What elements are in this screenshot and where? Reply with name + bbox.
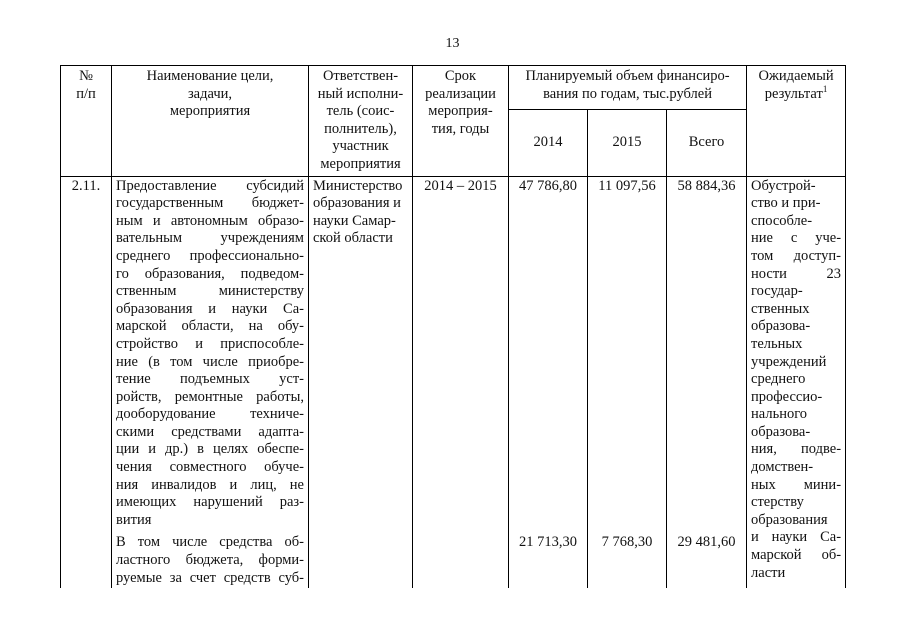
row-name: Предоставление субсидий государственным бюджет- ным и автономным образо- вательным учреждениям среднего профессионально- го образования, подведом- ственным министерству образования и науки Са- марской области, на обу- стройство и приспособле- ние (в том числе приобре- тение подъемных уст- ройств, ремонтные работы, дооборудование техниче- скими средствами адапта- ции и др.) в целях обеспе- чения совместного обуче- ния инвалидов и лиц, не имеющих нарушений раз- вития: [112, 176, 309, 530]
row-value-2014: 47 786,80: [509, 176, 588, 530]
header-number: № п/п: [61, 66, 112, 177]
row-value-total: 58 884,36: [667, 176, 747, 530]
subrow-value-2015: 7 768,30: [588, 530, 667, 588]
row-term: 2014 – 2015: [413, 176, 509, 530]
subrow-value-2014: 21 713,30: [509, 530, 588, 588]
subrow-value-total: 29 481,60: [667, 530, 747, 588]
table-header-row: [61, 66, 846, 110]
header-executor: Ответствен- ный исполни- тель (соис- полнитель), участник мероприятия: [309, 66, 413, 177]
financing-table: [60, 65, 846, 588]
row-executor: Министерство образования и науки Самар- ской области: [309, 176, 413, 530]
page-number: 13: [445, 36, 460, 51]
header-result: Ожидаемый результат$^1$: [747, 66, 846, 177]
row-number: 2.11.: [61, 176, 112, 530]
header-year-2015: 2015: [588, 109, 667, 176]
row-value-2015: 11 097,56: [588, 176, 667, 530]
row-result: Обустрой- ство и при- способле- ние с уче- том доступ- ности 23 государ- ственных образова- тельных учреждений среднего профессио- нального образова- ния, подве- домствен- ных мини- стерству образования и науки Са- марской об- ласти: [747, 176, 846, 588]
subrow-name: В том числе средства об- ластного бюджета, форми- руемые за счет средств суб-: [112, 530, 309, 588]
footnote-marker: 1: [822, 83, 828, 94]
header-year-2014: 2014: [509, 109, 588, 176]
table-row: [61, 176, 846, 530]
header-total: Всего: [667, 109, 747, 176]
table-subrow: [61, 530, 846, 588]
header-financing: Планируемый объем финансиро- вания по годам, тыс.рублей: [509, 66, 747, 110]
header-name: Наименование цели, задачи, мероприятия: [112, 66, 309, 177]
header-term: Срок реализации мероприя- тия, годы: [413, 66, 509, 177]
